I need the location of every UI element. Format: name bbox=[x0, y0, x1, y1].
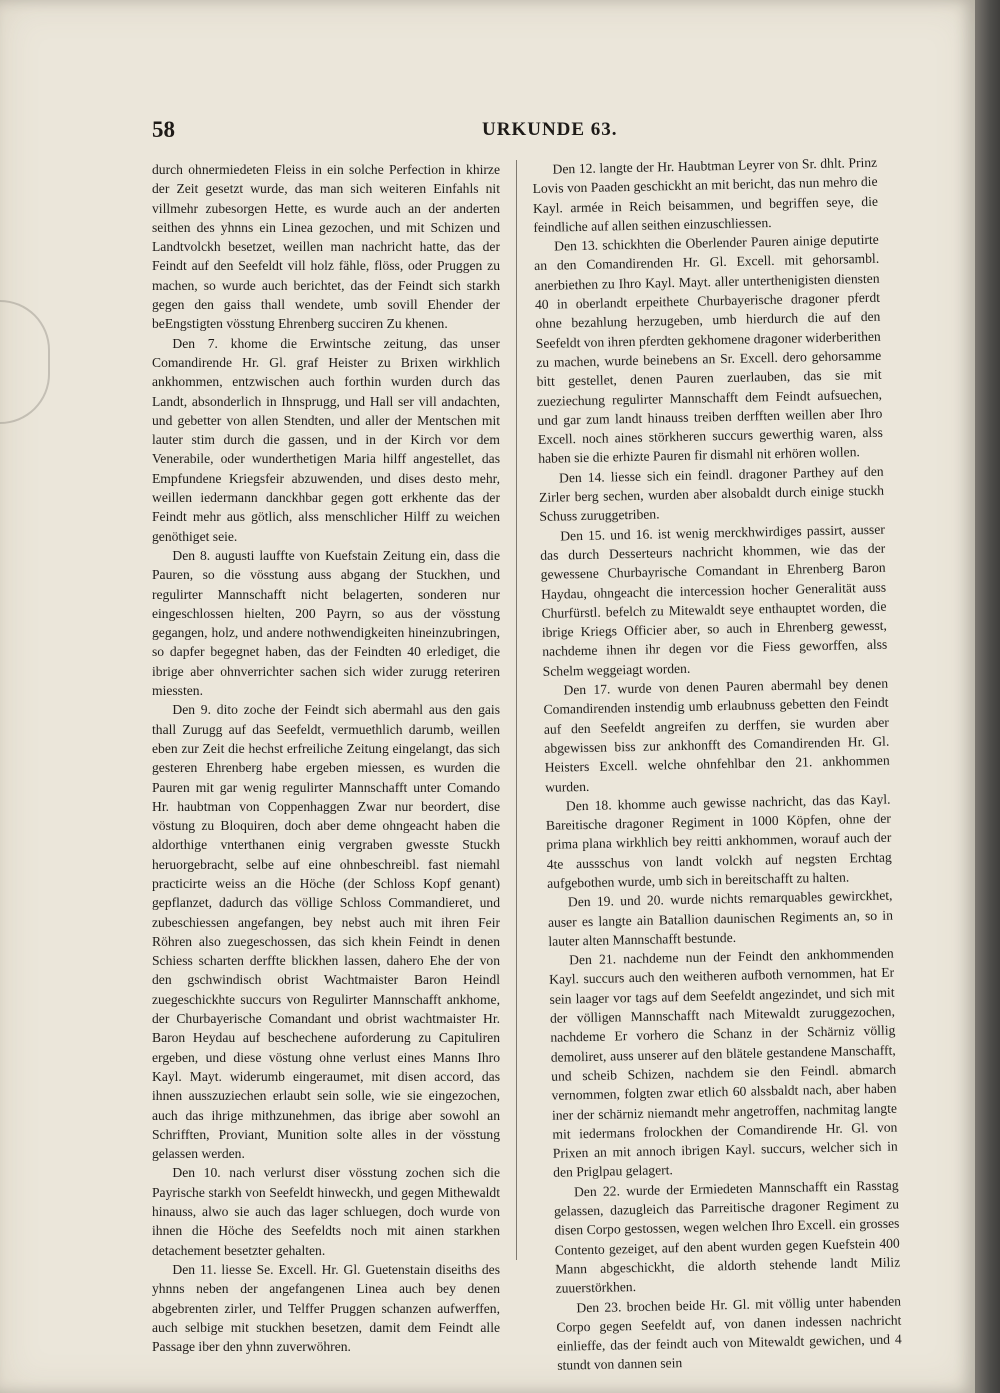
paragraph: Den 10. nach verlurst diser vösstung zochen sich die Payrische starkh von Seefeldt hinweckh, und gegen Mithewaldt hinauss, alwo sie auch das lager schluegen, doch wurde von ihnen die Höche des Seefeldts noch mit ainen starkhen detachement besetzter gehalten. bbox=[152, 1165, 500, 1258]
paragraph: Den 23. brochen beide Hr. Gl. mit völlig unter habenden Corpo gegen Seefeldt auf, von danen indessen nachricht einlieffe, das der feindt auch von Mitewaldt gewichen, und 4 stundt von dannen sein bbox=[556, 1293, 902, 1374]
page-header bbox=[152, 117, 872, 147]
paragraph: Den 8. augusti lauffte von Kuefstain Zeitung ein, dass die Pauren, so die vösstung auss abgang der Stuckhen, und regulirter Mannschafft nicht belagerten, sonderen nur eingeschlossen hielten, 200 Payrn, so aus der vösstung gegangen, holz, und andere nothwendigkeiten hineinzubringen, so dapfer begegnet haben, das der Feindten 40 erlediget, die ibrige aber ohnverrichter sachen sich wider zurugg reteriren miessten. bbox=[152, 547, 500, 699]
right-column bbox=[532, 153, 902, 1374]
paragraph: Den 15. und 16. ist wenig merckhwirdiges passirt, ausser das durch Desserteurs nachricht khommen, wie das der gewessene Churbayrische Comandant in Ehrenberg Baron Haydau, ohngeacht die intercession hocher Generalität auss Churfürstl. befelch zu Mitewaldt seye enthauptet worden, die ibrige Kriegs Officier aber, so auch in Ehrenberg gewesst, nachdeme ihnen ihr degen vor die Fiess geworffen, alss Schelm weggeiagt worden. bbox=[540, 521, 888, 679]
paragraph: Den 18. khomme auch gewisse nachricht, das das Kayl. Bareitische dragoner Regiment in 1000 Köpfen, ohne der prima plana wirkhlich bey reitti ankhommen, worauf auch der 4te aussschus von landt volckh auf negsten Erchtag aufgebothen wurde, umb sich in bereitschafft zu halten. bbox=[545, 791, 892, 891]
paragraph: Den 22. wurde der Ermiedeten Mannschafft ein Rasstag gelassen, dazugleich das Parreitische dragoner Regiment zu disen Corpo gestossen, wegen welchen Ihro Excell. ein grosses Contento gezeiget, auf den abent wurden gegen Kuefstein 400 Mann abgeschickht, die aldorth stehende landt Miliz zuuerstörkhen. bbox=[553, 1177, 901, 1296]
left-column bbox=[152, 160, 500, 1355]
paragraph: Den 14. liesse sich ein feindl. dragoner Parthey auf den Zirler berg sechen, wurden aber alsobaldt durch einige stuckh Schuss zuruggetriben. bbox=[538, 463, 885, 525]
column-divider bbox=[516, 160, 517, 1260]
page-number: 58 bbox=[152, 117, 175, 142]
paragraph: Den 9. dito zoche der Feindt sich abermahl aus den gais thall Zurugg auf das Seefeldt, vermuethlich darumb, weillen eben zur Zeit die hechst erfreiliche Zeitung eingelangt, das sich gesteren Ehrenberg habe ergeben miessen, es wurden die Pauren mit gar wenig regulirter Mannschafft unter Comando Hr. haubtman von Coppenhaggen Zwar nur beordert, dise vöstung zu Bloquiren, doch aber deme ohngeacht haben die aldorthige vnterthanen einig vergraben gwesste Stuckh heruorgebracht, selbe auf eine ohnbeschreibl. fast niemahl practicirte weiss an die Höche (der Schloss Kopf genant) gepflanzet, dadurch das völlige Schloss Commandieret, und zubeschiessen angefangen, bey nebst auch mit ihren Feir Röhren also zuegeschossen, das sich khein Feindt in denen Schiess scharten derffte blickhen lassen, dahero Ehe der von den gschwindisch obrist Wachtmaister Baron Heindl zuegeschickhte succurs von Regulirter Mannschafft ankhome, der Churbayerische Comandant und obrist wachtmaister Hr. Baron Heydau auf beschechene auforderung zu Capituliren ergeben, und diese vöstung ohne verlust eines Manns Ihro Kayl. Mayt. widerumb eingeraumet, mit disen accord, das ihnen ausszuziechen erlaubt sein solle, wie sie eingezochen, auch das ihrige mithzunehmen, das ibrige aber sowohl an Schrifften, Proviant, Munition solte alles in der vösstung gelassen werden. bbox=[152, 702, 500, 1162]
book-edge bbox=[975, 0, 1000, 1393]
running-title: URKUNDE 63. bbox=[482, 119, 618, 140]
paragraph: durch ohnermiedeten Fleiss in ein solche Perfection in khirze der Zeit gesetzt wurde, das man sich weiteren Einfahls nit villmehr zubesorgen Hette, es wurde auch an der anderten seithen des yhnns ein Linea gezochen, und mit Schizen und Landtvolckh besetzet, weillen man nachricht hatte, das der Feindt auf den Seefeldt vill holz fähle, flöss, oder Pruggen zu machen, so wurde auch berichtet, das der Feindt sich starkh gegen den gaiss thall wendete, umb sovill Ehender der beEngstigten vösstung Ehrenberg succiren Zu khenen. bbox=[152, 162, 500, 332]
paragraph: Den 13. schickhten die Oberlender Pauren ainige deputirte an den Comandirenden Hr. Gl. Excell. mit gehorsambl. anerbiethen zu Ihro Kayl. Mayt. aller unterthenigisten diensten 40 in oberlandt erpeithete Churbayerische dragoner pferdt ohne bezahlung herzugeben, umb hierdurch die auf den Seefeldt von ihren pferdten gekhomene dragoner widerberithen zu machen, wurde beinebens an Sr. Excell. dero gehorsamme bitt gestellet, denen Pauren zuerlauben, das sie mit zueziechung regulirter Mannschafft dem Feindt aufsuechen, und gar zum landt hinauss treiben derfften weillen aber Ihro Excell. noch aines störkheren succurs gewerthig waren, alss haben sie die erhizte Pauren fir dismahl nit erhören wollen. bbox=[534, 231, 883, 467]
paragraph: Den 21. nachdeme nun der Feindt den ankhommenden Kayl. succurs auch den weitheren aufboth vernommen, hat Er sein laager vor tags auf dem Seefeldt angezindet, und sich mit der völligen Mannschafft nach Mitewaldt zuruggezochen, nachdeme Er vorhero die Schanz in der Schärniz völlig demoliret, auss unserer auf den blätele gestandene Manschafft, und scheib Schizen, nachdem sie den Feindl. abmarch vernommen, folgten zwar etlich 60 alssbaldt nach, aber haben iner der schärniz niemandt mehr angetroffen, nachmitag langte mit iedermans frolockhen der Comandirende Hr. Gl. von Prixen an mit annoch ibrigen Kayl. succurs, welcher sich in den Priglpau gelagert. bbox=[549, 945, 898, 1181]
paragraph: Den 7. khome die Erwintsche zeitung, das unser Comandirende Hr. Gl. graf Heister zu Brixen wirkhlich ankhommen, entzwischen auch forthin wurden durch das Landt, absonderlich in Ihnsprugg, und Hall ser vill andachten, und gebetter von allen Stendten, und aller der Mentschen mit lauter stim durch die gassen, und in der Kirch vor dem Venerabile, oder wunderthetigen Maria hilff angestellet, das Empfundene Kriegsfeir abzuwenden, und dises desto mehr, weillen iedermann danckhbar gegen gott erkhente das der Feindt mehr aus götlich, alss menschlicher Hilff zu weichen genöthiget seie. bbox=[152, 335, 500, 544]
paragraph: Den 19. und 20. wurde nichts remarquables gewirckhet, auser es langte ain Batallion daunischen Regiments an, so in lauter alten Mannschafft bestunde. bbox=[547, 887, 894, 949]
paragraph: Den 12. langte der Hr. Haubtman Leyrer von Sr. dhlt. Prinz Lovis von Paaden geschickht an mit bericht, das nun mehro die Kayl. armée in Reich beisammen, und begriffen seye, die feindliche auf allen seithen einzuschliessen. bbox=[532, 154, 879, 235]
paragraph: Den 11. liesse Se. Excell. Hr. Gl. Guetenstain diseiths des yhnns neben der angefangenen Linea auch bey denen abgebrenten zirler, und Telffer Pruggen schanzen aufwerffen, auch selbige mit stuckhen besetzen, damit dem Feindt alle Passage iber den yhnn zuverwöhren. bbox=[152, 1261, 500, 1355]
paragraph: Den 17. wurde von denen Pauren abermahl bey denen Comandirenden instendig umb erlaubnuss gebetten den Feindt auf den Seefeldt angreifen zu derffen, sie wurden aber abgewissen biss zur ankhonfft des Comandirenden Hr. Gl. Heisters Excell. welche ohnfehlbar den 21. ankhommen wurden. bbox=[543, 675, 890, 795]
